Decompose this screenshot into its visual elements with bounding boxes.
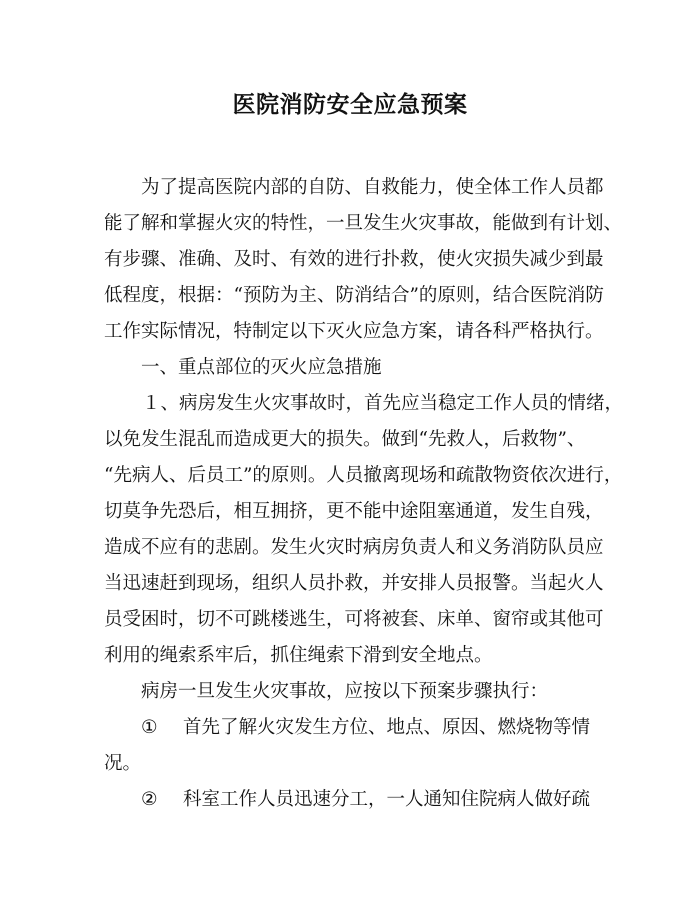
paragraph-line: 有步骤、准确、及时、有效的进行扑救，使火灾损失减少到最	[104, 249, 604, 270]
list-item-text: 科室工作人员迅速分工，一人通知住院病人做好疏	[183, 789, 591, 810]
paragraph-line: 低程度，根据：“预防为主、防消结合”的原则，结合医院消防	[104, 285, 604, 306]
paragraph-line: 以免发生混乱而造成更大的损失。做到“先救人，后救物”、	[104, 429, 586, 450]
list-item-text: 况。	[104, 753, 142, 774]
paragraph-line: 当迅速赶到现场，组织人员扑救，并安排人员报警。当起火人	[104, 573, 604, 594]
paragraph-line: 工作实际情况，特制定以下灭火应急方案，请各科严格执行。	[104, 321, 604, 342]
paragraph-line: 能了解和掌握火灾的特性，一旦发生火灾事故，能做到有计划、	[104, 213, 623, 234]
paragraph-line: 造成不应有的悲剧。发生火灾时病房负责人和义务消防队员应	[104, 537, 604, 558]
list-marker: ①	[141, 717, 158, 738]
paragraph-line: “先病人、后员工”的原则。人员撤离现场和疏散物资依次进行，	[104, 465, 623, 486]
paragraph-line: １、病房发生火灾事故时，首先应当稳定工作人员的情绪，	[142, 393, 624, 414]
paragraph-line: 利用的绳索系牢后，抓住绳索下滑到安全地点。	[104, 645, 493, 666]
list-marker: ②	[141, 789, 158, 810]
paragraph-line: 为了提高医院内部的自防、自救能力，使全体工作人员都	[141, 177, 604, 198]
document-title: 医院消防安全应急预案	[232, 91, 468, 118]
list-item-text: 首先了解火灾发生方位、地点、原因、燃烧物等情	[183, 717, 591, 738]
section-heading: 一、重点部位的灭火应急措施	[141, 357, 382, 378]
paragraph-line: 切莫争先恐后，相互拥挤，更不能中途阻塞通道，发生自残，	[104, 501, 604, 522]
paragraph-line: 员受困时，切不可跳楼逃生，可将被套、床单、窗帘或其他可	[104, 609, 604, 630]
paragraph-line: 病房一旦发生火灾事故，应按以下预案步骤执行：	[141, 681, 549, 702]
